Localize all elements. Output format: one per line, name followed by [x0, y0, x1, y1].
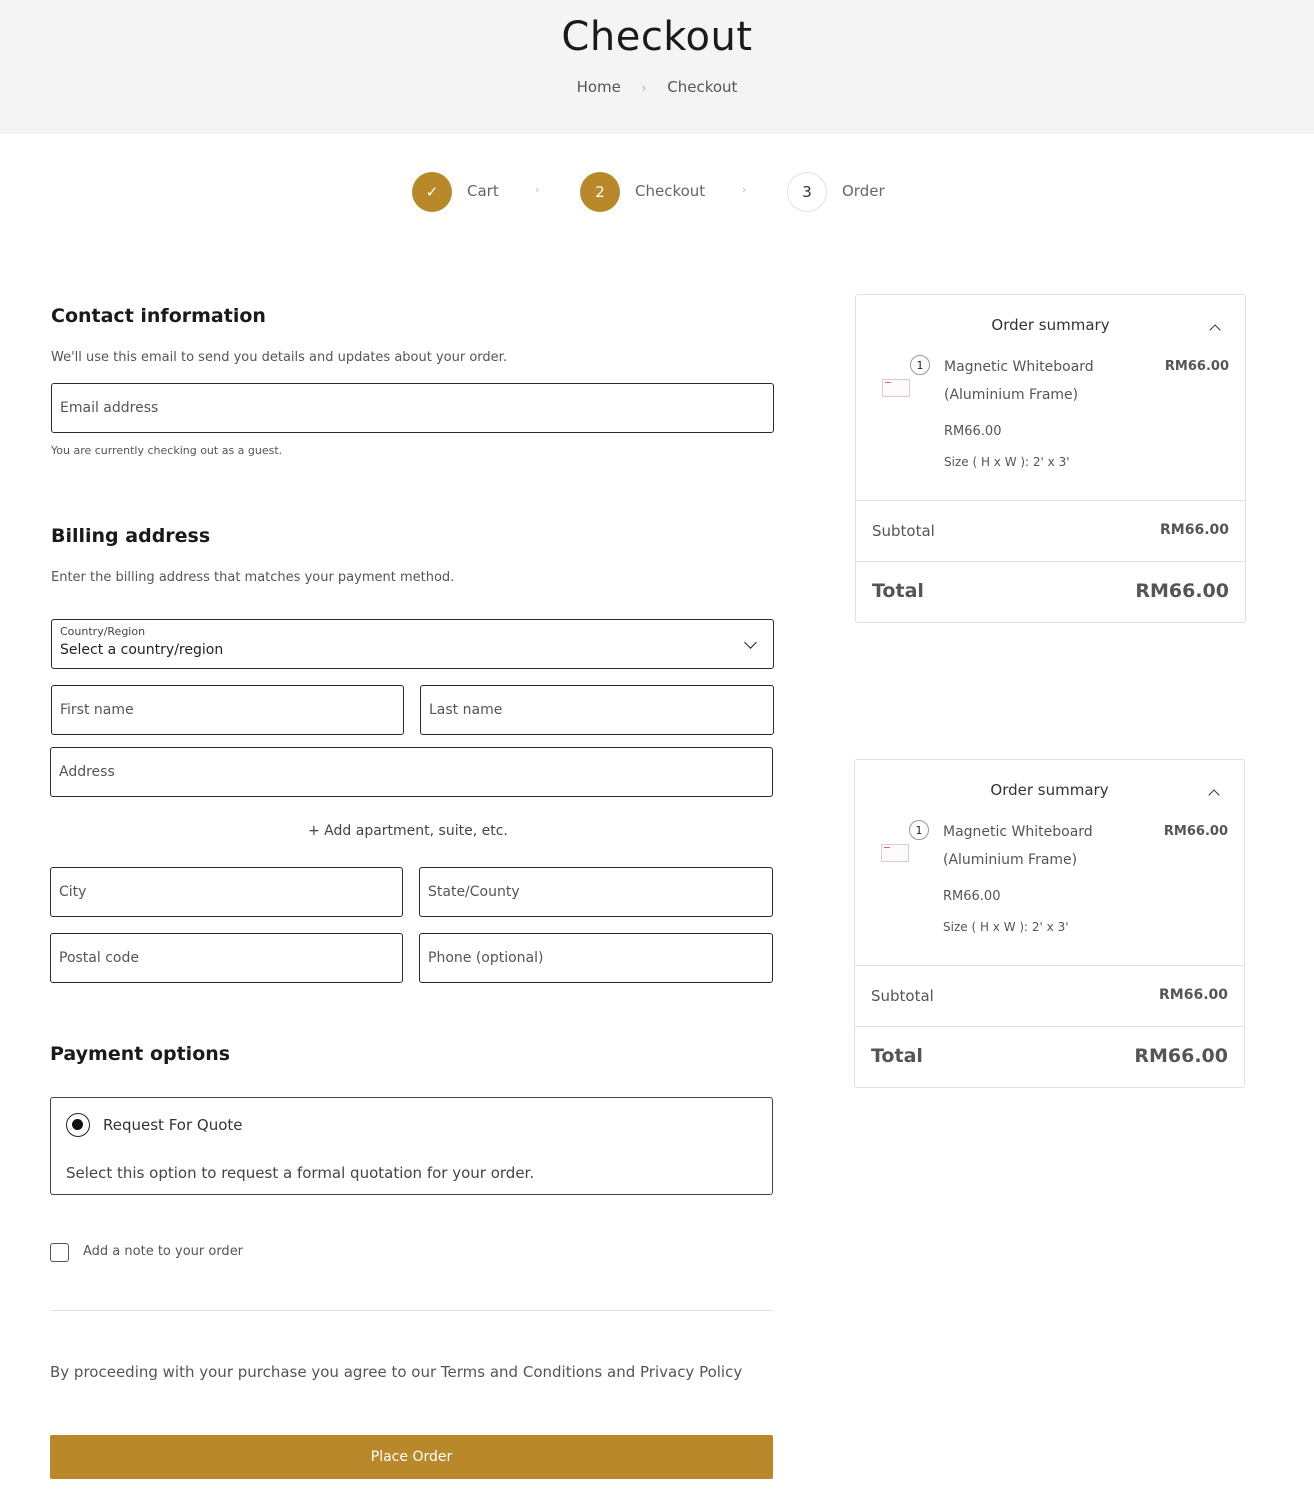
state-field-wrapper: [419, 867, 773, 917]
address-field-wrapper: [50, 747, 773, 797]
product-name: Magnetic Whiteboard: [944, 359, 1094, 375]
product-name-variant: (Aluminium Frame): [943, 852, 1078, 868]
step-label-order: Order: [842, 182, 885, 200]
phone-field-wrapper: [419, 933, 773, 983]
divider: [855, 965, 1244, 966]
add-apartment-link[interactable]: + Add apartment, suite, etc.: [308, 823, 508, 839]
product-name: Magnetic Whiteboard: [943, 824, 1093, 840]
total-label: Total: [872, 580, 924, 602]
contact-section-title: Contact information: [51, 305, 266, 327]
add-note-checkbox[interactable]: [50, 1243, 69, 1262]
add-note-label[interactable]: Add a note to your order: [83, 1244, 244, 1259]
step-label-cart[interactable]: Cart: [467, 182, 499, 200]
chevron-right-icon: ›: [742, 183, 747, 196]
product-thumbnail: [882, 379, 910, 397]
divider: [50, 1310, 773, 1311]
last-name-field[interactable]: [421, 686, 773, 734]
chevron-down-icon: [744, 636, 757, 649]
payment-section-title: Payment options: [50, 1043, 231, 1065]
payment-option-request-quote[interactable]: [50, 1097, 773, 1195]
product-name-variant: (Aluminium Frame): [944, 387, 1079, 403]
breadcrumb: [0, 78, 1314, 96]
product-line-price: RM66.00: [1164, 359, 1229, 374]
subtotal-label: Subtotal: [871, 987, 934, 1005]
country-select-value: Select a country/region: [60, 642, 224, 658]
order-summary-panel-secondary: [854, 759, 1245, 1088]
step-badge-checkout: 2: [580, 172, 620, 212]
subtotal-value: RM66.00: [1159, 987, 1228, 1003]
total-value: RM66.00: [1135, 580, 1229, 602]
divider: [856, 561, 1245, 562]
step-label-checkout: Checkout: [635, 182, 706, 200]
contact-description: We'll use this email to send you details and updates about your order.: [51, 350, 507, 365]
order-summary-title[interactable]: Order summary: [991, 316, 1110, 334]
payment-radio[interactable]: [66, 1113, 90, 1137]
postal-code-field-wrapper: [50, 933, 403, 983]
postal-code-field[interactable]: [51, 934, 402, 982]
total-value: RM66.00: [1134, 1045, 1228, 1067]
terms-text: By proceeding with your purchase you agree to our Terms and Conditions and Privacy Policy: [50, 1363, 743, 1381]
billing-section-title: Billing address: [51, 525, 211, 547]
product-unit-price: RM66.00: [943, 889, 1001, 904]
product-size: Size ( H x W ): 2' x 3': [943, 920, 1069, 934]
address-field[interactable]: [51, 748, 772, 796]
phone-field[interactable]: [420, 934, 772, 982]
guest-note: You are currently checking out as a guest.: [51, 444, 283, 457]
checkout-progress: [0, 172, 1314, 212]
step-badge-order: 3: [787, 172, 827, 212]
country-select[interactable]: [51, 619, 774, 669]
breadcrumb-home-link[interactable]: Home: [576, 78, 621, 96]
quantity-badge: 1: [910, 355, 930, 375]
check-icon: ✓: [412, 172, 452, 212]
page-title: Checkout: [561, 14, 753, 60]
page-hero: [0, 0, 1314, 134]
last-name-field-wrapper: [420, 685, 774, 735]
product-size: Size ( H x W ): 2' x 3': [944, 455, 1070, 469]
quantity-badge: 1: [909, 820, 929, 840]
product-line-price: RM66.00: [1163, 824, 1228, 839]
chevron-right-icon: ›: [641, 81, 647, 95]
first-name-field[interactable]: [52, 686, 403, 734]
total-label: Total: [871, 1045, 923, 1067]
subtotal-value: RM66.00: [1160, 522, 1229, 538]
place-order-button[interactable]: Place Order: [50, 1435, 773, 1479]
city-field-wrapper: [50, 867, 403, 917]
email-field[interactable]: [52, 384, 773, 432]
payment-option-description: Select this option to request a formal quotation for your order.: [66, 1164, 535, 1182]
city-field[interactable]: [51, 868, 402, 916]
order-summary-panel: [855, 294, 1246, 623]
country-select-label: Country/Region: [60, 625, 146, 638]
subtotal-label: Subtotal: [872, 522, 935, 540]
payment-option-label: Request For Quote: [103, 1116, 243, 1134]
product-thumbnail: [881, 844, 909, 862]
billing-description: Enter the billing address that matches your payment method.: [51, 570, 455, 585]
chevron-right-icon: ›: [535, 183, 540, 196]
email-field-wrapper: [51, 383, 774, 433]
divider: [855, 1026, 1244, 1027]
product-unit-price: RM66.00: [944, 424, 1002, 439]
order-summary-title[interactable]: Order summary: [990, 781, 1109, 799]
divider: [856, 500, 1245, 501]
breadcrumb-current: Checkout: [667, 78, 738, 96]
state-field[interactable]: [420, 868, 772, 916]
first-name-field-wrapper: [51, 685, 404, 735]
